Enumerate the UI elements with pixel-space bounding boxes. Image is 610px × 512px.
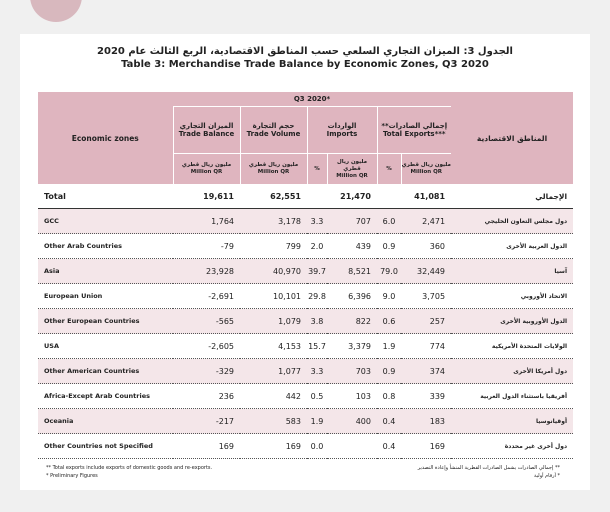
unit-exports-pct: % [377, 154, 401, 185]
table-row [38, 384, 573, 409]
trade-balance-table [38, 92, 573, 459]
table-row [38, 434, 573, 459]
unit-balance-ar: مليون ريال قطري [181, 162, 232, 168]
footnotes-english [46, 464, 212, 480]
imports-value: 439 [327, 234, 377, 259]
exports-value: 2,471 [401, 209, 451, 234]
footnote-preliminary-ar: * أرقام أولية [533, 473, 560, 479]
trade-volume-value: 169 [240, 434, 307, 459]
exports-value: 774 [401, 334, 451, 359]
imports-pct-value: 3.3 [307, 209, 327, 234]
trade-balance-value: 23,928 [173, 259, 240, 284]
exports-pct-value: 0.4 [377, 434, 401, 459]
exports-pct-value: 0.9 [377, 359, 401, 384]
header-zones-ar: المناطق الاقتصادية [476, 133, 548, 143]
exports-pct-value: 0.4 [377, 409, 401, 434]
trade-volume-value: 10,101 [240, 284, 307, 309]
trade-balance-value: 169 [173, 434, 240, 459]
zone-en: Oceania [38, 409, 173, 434]
exports-pct-value: 6.0 [377, 209, 401, 234]
header-imports [307, 107, 377, 154]
header-zones-en: Economic zones [71, 133, 139, 143]
header-trade-volume-ar: حجم التجارة [252, 122, 295, 130]
imports-value: 822 [327, 309, 377, 334]
exports-value: 374 [401, 359, 451, 384]
table-row [38, 309, 573, 334]
zone-ar: الإجمالي [451, 184, 573, 209]
trade-volume-value: 62,551 [240, 184, 307, 209]
unit-imports-en: Million QR [336, 172, 368, 179]
exports-pct-value: 0.6 [377, 309, 401, 334]
header-imports-en: Imports [326, 130, 358, 138]
unit-balance [173, 154, 240, 185]
zone-en: Total [38, 184, 173, 209]
header-trade-volume-en: Trade Volume [246, 130, 301, 138]
zone-ar: الولايات المتحدة الأمريكية [451, 334, 573, 359]
zone-ar: آسيا [451, 259, 573, 284]
unit-exports-ar: مليون ريال قطري [401, 162, 451, 168]
exports-pct-value: 79.0 [377, 259, 401, 284]
header-trade-balance-en: Trade Balance [178, 130, 235, 138]
trade-balance-value: 236 [173, 384, 240, 409]
exports-pct-value: 0.8 [377, 384, 401, 409]
zone-en: Other American Countries [38, 359, 173, 384]
unit-exports-en: Million QR [410, 169, 443, 175]
table-row [38, 259, 573, 284]
zone-ar: أفريقيا باستثناء الدول العربية [451, 384, 573, 409]
trade-volume-value: 1,079 [240, 309, 307, 334]
table-row [38, 234, 573, 259]
trade-balance-value: -2,605 [173, 334, 240, 359]
trade-volume-value: 583 [240, 409, 307, 434]
footnote-exports-ar: ** إجمالي الصادرات يشمل الصادرات القطرية المنشأ وإعادة التصدير [417, 465, 560, 471]
trade-balance-value: -79 [173, 234, 240, 259]
header-exports-en: Total Exports*** [382, 130, 446, 138]
header-exports-ar: إجمالي الصادرات** [381, 122, 448, 130]
imports-pct-value: 39.7 [307, 259, 327, 284]
header-exports [377, 107, 451, 154]
unit-imports [327, 154, 377, 185]
table-row [38, 359, 573, 384]
imports-pct-value [307, 184, 327, 209]
footnotes-arabic [418, 464, 560, 480]
table-row [38, 334, 573, 359]
table-row [38, 209, 573, 234]
unit-balance-en: Million QR [190, 169, 223, 175]
header-trade-balance-ar: الميزان التجاري [179, 122, 234, 130]
footnote-exports-en: ** Total exports include exports of domestic goods and re-exports. [46, 465, 213, 471]
zone-en: Other European Countries [38, 309, 173, 334]
imports-pct-value: 1.9 [307, 409, 327, 434]
zone-en: Asia [38, 259, 173, 284]
zone-en: Africa-Except Arab Countries [38, 384, 173, 409]
zone-ar: الدول العربية الأخرى [451, 234, 573, 259]
header-imports-ar: الواردات [327, 122, 357, 130]
unit-volume [240, 154, 307, 185]
header-trade-balance [173, 107, 240, 154]
trade-volume-value: 442 [240, 384, 307, 409]
exports-value: 360 [401, 234, 451, 259]
trade-volume-value: 3,178 [240, 209, 307, 234]
imports-value: 703 [327, 359, 377, 384]
exports-value: 339 [401, 384, 451, 409]
header-period: Q3 2020* [173, 92, 451, 107]
trade-volume-value: 1,077 [240, 359, 307, 384]
table-title-english: Table 3: Merchandise Trade Balance by Economic Zones, Q3 2020 [121, 59, 489, 70]
imports-value [327, 434, 377, 459]
exports-pct-value [377, 184, 401, 209]
zone-ar: دول أخرى غير محددة [451, 434, 573, 459]
exports-pct-value: 0.9 [377, 234, 401, 259]
header-trade-volume [240, 107, 307, 154]
logo-fragment [30, 0, 82, 22]
zone-ar: أوقيانوسيا [451, 409, 573, 434]
unit-volume-ar: مليون ريال قطري [248, 162, 299, 168]
exports-value: 3,705 [401, 284, 451, 309]
imports-pct-value: 0.0 [307, 434, 327, 459]
imports-value: 6,396 [327, 284, 377, 309]
trade-volume-value: 4,153 [240, 334, 307, 359]
table-row-total [38, 184, 573, 209]
imports-pct-value: 29.8 [307, 284, 327, 309]
zone-en: European Union [38, 284, 173, 309]
trade-volume-value: 799 [240, 234, 307, 259]
trade-balance-value: 19,611 [173, 184, 240, 209]
unit-imports-ar: مليون ريال قطري [336, 158, 368, 172]
unit-imports-pct: % [307, 154, 327, 185]
imports-pct-value: 3.8 [307, 309, 327, 334]
table-row [38, 284, 573, 309]
imports-value: 103 [327, 384, 377, 409]
zone-en: Other Countries not Specified [38, 434, 173, 459]
imports-value: 8,521 [327, 259, 377, 284]
imports-value: 707 [327, 209, 377, 234]
zone-en: GCC [38, 209, 173, 234]
imports-pct-value: 0.5 [307, 384, 327, 409]
imports-value: 400 [327, 409, 377, 434]
exports-value: 257 [401, 309, 451, 334]
trade-balance-value: -565 [173, 309, 240, 334]
zone-ar: دول مجلس التعاون الخليجي [451, 209, 573, 234]
table-row [38, 409, 573, 434]
header-row-period [38, 92, 573, 107]
zone-ar: الدول الأوروبية الأخرى [451, 309, 573, 334]
zone-ar: دول أمريكا الأخرى [451, 359, 573, 384]
imports-pct-value: 15.7 [307, 334, 327, 359]
imports-pct-value: 2.0 [307, 234, 327, 259]
unit-volume-en: Million QR [257, 169, 290, 175]
trade-balance-value: -329 [173, 359, 240, 384]
unit-exports [401, 154, 451, 185]
exports-value: 169 [401, 434, 451, 459]
exports-value: 32,449 [401, 259, 451, 284]
zone-en: USA [38, 334, 173, 359]
zone-en: Other Arab Countries [38, 234, 173, 259]
trade-volume-value: 40,970 [240, 259, 307, 284]
exports-value: 183 [401, 409, 451, 434]
imports-value: 3,379 [327, 334, 377, 359]
imports-pct-value: 3.3 [307, 359, 327, 384]
trade-balance-value: -2,691 [173, 284, 240, 309]
exports-value: 41,081 [401, 184, 451, 209]
zone-ar: الاتحاد الأوروبي [451, 284, 573, 309]
imports-value: 21,470 [327, 184, 377, 209]
exports-pct-value: 9.0 [377, 284, 401, 309]
trade-balance-value: -217 [173, 409, 240, 434]
table-title-arabic: الجدول 3: الميزان التجاري السلعي حسب المناطق الاقتصادية، الربع الثالث عام 2020 [97, 46, 513, 57]
footnote-preliminary-en: * Preliminary Figures [46, 473, 98, 479]
trade-balance-value: 1,764 [173, 209, 240, 234]
report-page [20, 34, 590, 490]
exports-pct-value: 1.9 [377, 334, 401, 359]
